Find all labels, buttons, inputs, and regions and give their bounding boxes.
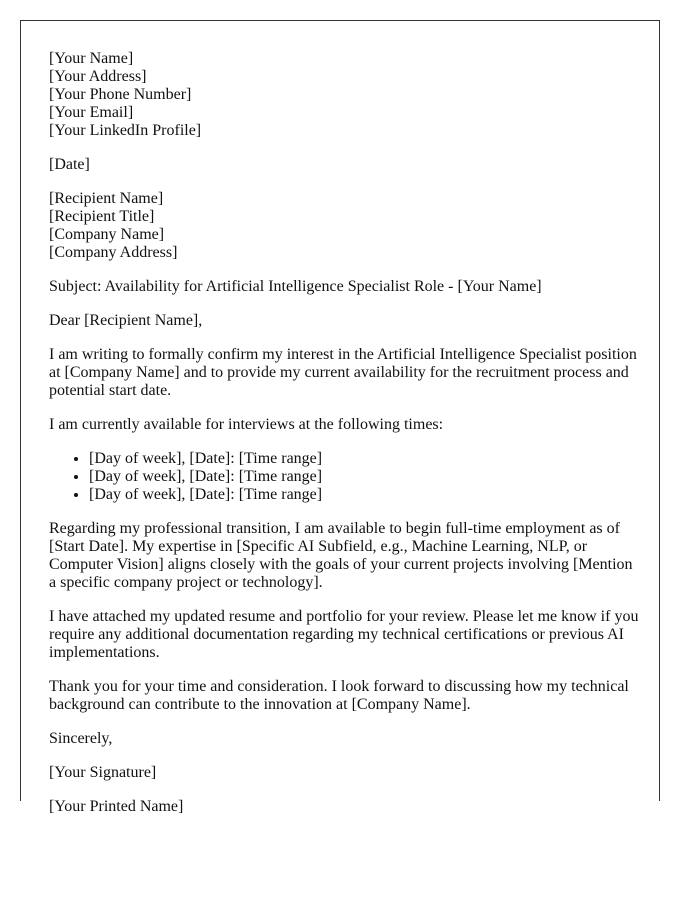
- closing-paragraph: Thank you for your time and consideration. I look forward to discussing how my technical background can contribute to the innovation at [Company Name].: [49, 678, 629, 713]
- intro-paragraph: I am writing to formally confirm my interest in the Artificial Intelligence Specialist position at [Company Name] and to provide my current availability for the recruitment process and potential start date.: [49, 346, 637, 399]
- sender-email: [Your Email]: [49, 104, 134, 121]
- attachments-paragraph: I have attached my updated resume and portfolio for your review. Please let me know if you require any additional documentation regarding my technical certifications or previous AI implementations.: [49, 608, 639, 661]
- sender-name: [Your Name]: [49, 50, 134, 67]
- salutation: Dear [Recipient Name],: [49, 312, 203, 329]
- signature: [Your Signature]: [49, 764, 157, 781]
- sender-block: [49, 50, 639, 140]
- recipient-block: [49, 190, 639, 262]
- sender-linkedin: [Your LinkedIn Profile]: [49, 122, 202, 139]
- recipient-address: [Company Address]: [49, 244, 178, 261]
- transition-paragraph: Regarding my professional transition, I am available to begin full-time employment as of [Start Date]. My expertise in [Specific AI Subfield, e.g., Machine Learning, NLP, or Computer Vision] aligns closely with the goals of your current projects involving [Mention a specific company project or technology].: [49, 520, 633, 591]
- letter-page: [20, 20, 660, 815]
- letter-body: [49, 50, 639, 832]
- letter-date: [Date]: [49, 156, 90, 173]
- availability-intro: I am currently available for interviews at the following times:: [49, 416, 444, 433]
- availability-slot: • [Day of week], [Date]: [Time range]: [89, 450, 639, 468]
- closing: Sincerely,: [49, 730, 113, 747]
- printed-name: [Your Printed Name]: [49, 798, 184, 815]
- recipient-company: [Company Name]: [49, 226, 165, 243]
- subject-line: Subject: Availability for Artificial Intelligence Specialist Role - [Your Name]: [49, 278, 542, 295]
- availability-slot: • [Day of week], [Date]: [Time range]: [89, 468, 639, 486]
- availability-list: [49, 450, 639, 504]
- sender-address: [Your Address]: [49, 68, 147, 85]
- recipient-title: [Recipient Title]: [49, 208, 155, 225]
- sender-phone: [Your Phone Number]: [49, 86, 192, 103]
- availability-slot: • [Day of week], [Date]: [Time range]: [89, 486, 639, 504]
- recipient-name: [Recipient Name]: [49, 190, 164, 207]
